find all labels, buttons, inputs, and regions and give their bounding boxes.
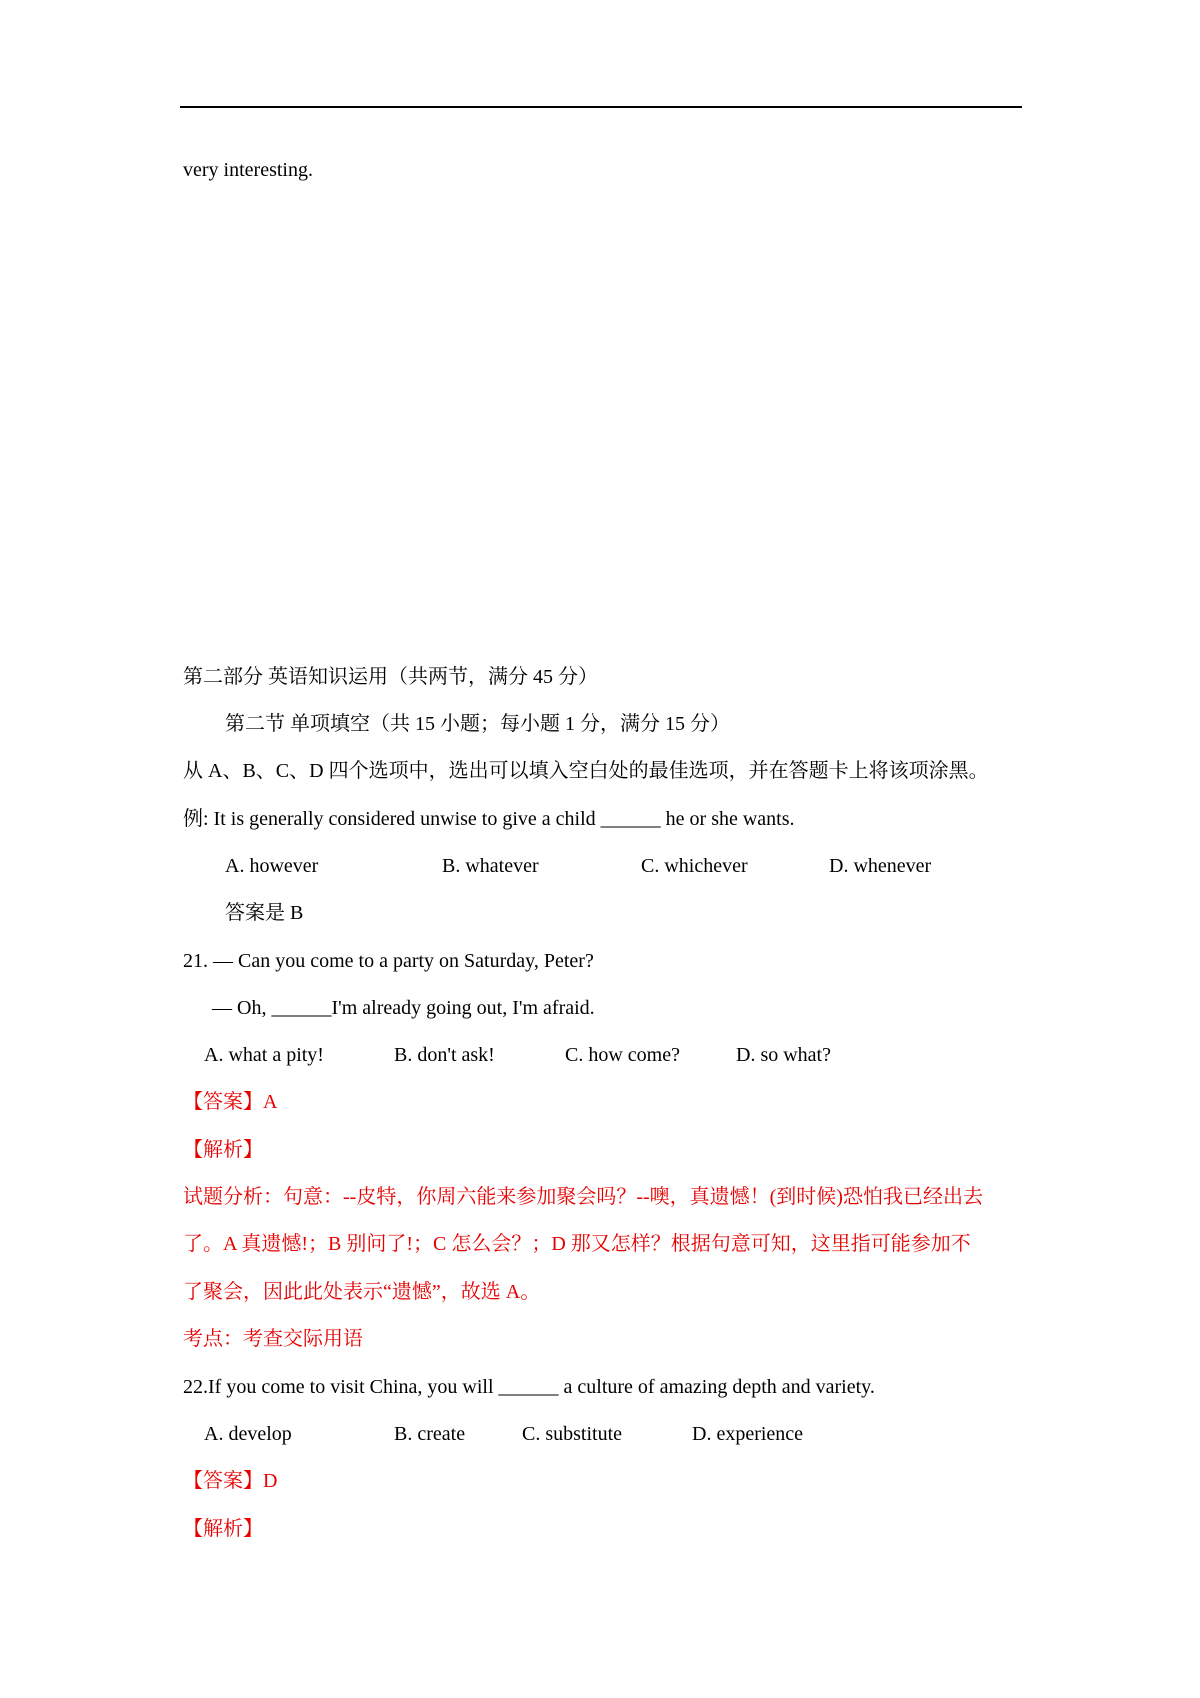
example-option-b: B. whatever xyxy=(442,855,539,877)
example-option-d: D. whenever xyxy=(829,855,932,877)
q22-option-d: D. experience xyxy=(692,1423,804,1445)
q21-option-c: C. how come? xyxy=(565,1044,680,1066)
section-title: 第二节 单项填空（共 15 小题；每小题 1 分，满分 15 分） xyxy=(225,713,730,735)
example-option-c: C. whichever xyxy=(641,855,748,877)
part-title: 第二部分 英语知识运用（共两节，满分 45 分） xyxy=(183,666,598,688)
example-option-a: A. however xyxy=(225,855,319,877)
q21-option-d: D. so what? xyxy=(736,1044,831,1066)
q21-analysis-label: 【解析】 xyxy=(183,1139,263,1161)
q21-option-b: B. don't ask! xyxy=(394,1044,495,1066)
q21-stem: 21. — Can you come to a party on Saturday, Peter? xyxy=(183,950,594,972)
q21-analysis-line-1: 试题分析：句意：--皮特，你周六能来参加聚会吗？--噢，真遗憾！(到时候)恐怕我已经出去 xyxy=(183,1186,983,1208)
q22-stem: 22.If you come to visit China, you will ______ a culture of amazing depth and variety. xyxy=(183,1376,875,1398)
q21-stem-reply: — Oh, ______I'm already going out, I'm afraid. xyxy=(212,997,595,1019)
q21-answer: 【答案】A xyxy=(183,1091,278,1113)
q22-answer: 【答案】D xyxy=(183,1470,278,1492)
q21-option-a: A. what a pity! xyxy=(204,1044,324,1066)
q21-analysis-line-2: 了。A 真遗憾!；B 别问了!；C 怎么会？；D 那又怎样？根据句意可知，这里指可能参加不 xyxy=(183,1233,971,1255)
q22-option-b: B. create xyxy=(394,1423,466,1445)
example-answer: 答案是 B xyxy=(225,902,304,924)
example-stem: 例: It is generally considered unwise to give a child ______ he or she wants. xyxy=(183,808,795,830)
q21-test-point: 考点：考查交际用语 xyxy=(183,1328,363,1350)
q22-option-c: C. substitute xyxy=(522,1423,623,1445)
q22-analysis-label: 【解析】 xyxy=(183,1518,263,1540)
q21-analysis-line-3: 了聚会，因此此处表示“遗憾”，故选 A。 xyxy=(183,1281,541,1303)
header-rule xyxy=(180,106,1022,108)
q22-option-a: A. develop xyxy=(204,1423,292,1445)
continuation-text: very interesting. xyxy=(183,159,313,181)
instruction-text: 从 A、B、C、D 四个选项中，选出可以填入空白处的最佳选项，并在答题卡上将该项涂黑。 xyxy=(183,760,989,782)
